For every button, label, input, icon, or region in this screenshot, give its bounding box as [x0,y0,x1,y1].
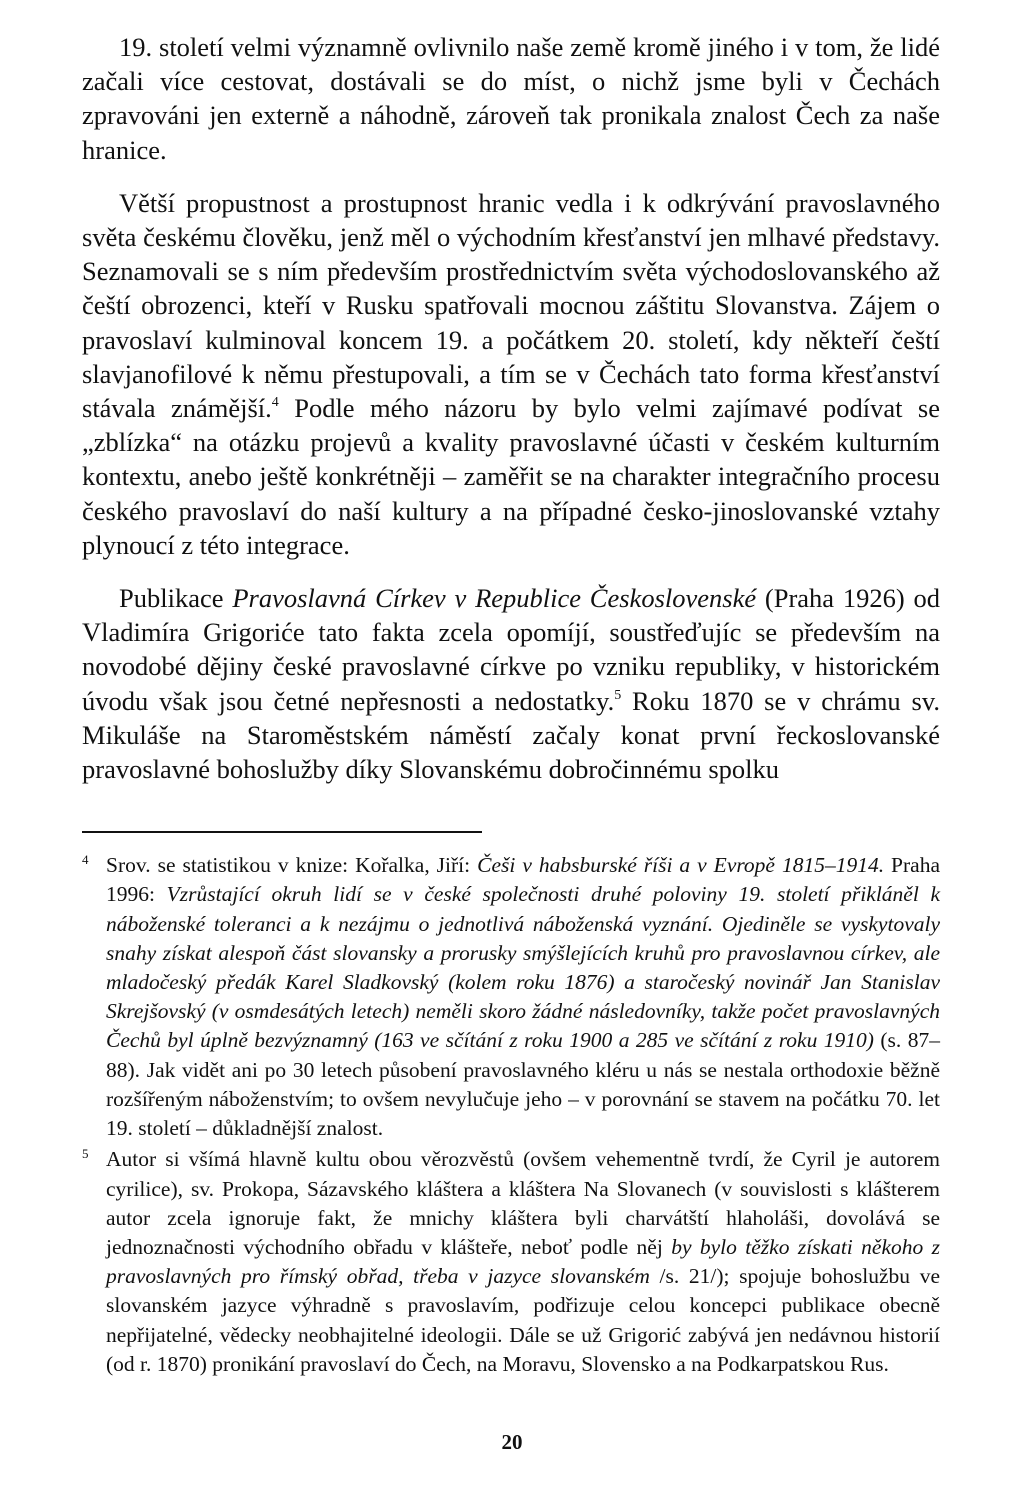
footnote-separator [82,831,482,833]
paragraph-3 [82,581,940,786]
footnote-4 [82,851,940,1143]
book-title: Pravoslavná Církev v Republice Československé [232,583,757,614]
footnote-text: Srov. se statistikou v knize: Kořalka, Jiří: [106,853,478,878]
footnote-text: Praha 1996: [106,853,941,907]
footnote-marker: 4 [82,852,89,868]
paragraph-text: (Praha 1926) od Vladimíra Grigoriće tato fakta zcela opomíjí, soustřeďujíc se především na novodobé dějiny české pravoslavné církve po vzniku republiky, v historickém úvodu však jsou četné nepřesnosti a nedostatky. [82,583,940,716]
footnote-text: Autor si všímá hlavně kultu obou věrozvěstů (ovšem vehementně tvrdí, že Cyril je autorem cyrilice), sv. Prokopa, Sázavského kláštera a kláštera Na Slovanech (v souvislosti s klášterem autor zcela ignoruje fakt, že mnichy kláštera byli charvátští hlaholáši, dovolává se jednoznačnosti východního obřadu v klášteře, neboť podle něj [106,1147,940,1259]
footnote-ref-5[interactable]: 5 [614,687,622,703]
paragraph-1 [82,30,940,167]
paragraph-text: Publikace [119,583,233,614]
footnote-italic: Češi v habsburské říši a v Evropě 1815–1914. [477,853,885,878]
paragraph-text: 19. století velmi významně ovlivnilo naše země kromě jiného i v tom, že lidé začali více cestovat, dostávali se do míst, o nichž jsme byli v Čechách zpravováni jen externě a náhodně, zároveň tak pronikala znalost Čech za naše hranice. [82,32,940,165]
footnote-marker: 5 [82,1146,89,1162]
footnote-quote: by bylo těžko získati někoho z pravoslavných pro římský obřad, třeba v jazyce slovanském [106,1234,940,1289]
footnote-ref-4[interactable]: 4 [271,395,279,411]
footnote-5 [82,1145,940,1379]
body-text [82,30,940,786]
footnote-text: (s. 87–88). Jak vidět ani po 30 letech působení pravoslavného kléru u nás se nestala orthodoxie běžně rozšířeným náboženstvím; to ovšem nevylučuje jeho – v porovnání se stavem na počátku 70. let 19. století – důkladnější znalost. [106,1028,941,1141]
page-number: 20 [501,1430,523,1454]
page-content [82,30,940,1379]
footnote-text: /s. 21/); spojuje bohoslužbu ve slovanském jazyce výhradně s pravoslavím, podřizuje celou koncepci publikace obecně nepřijatelné, vědecky neobhajitelné ideologii. Dále se už Grigorić zabývá jen nedávnou historií (od r. 1870) pronikání pravoslaví do Čech, na Moravu, Slovensko a na Podkarpatskou Rus. [106,1264,940,1376]
footnote-quote: Vzrůstající okruh lidí se v české společnosti druhé poloviny 19. století přikláněl k náboženské toleranci a k nezájmu o jednotlivá náboženská vyznání. Ojediněle se vyskytovaly snahy získat alespoň část slovansky a prorusky smýšlejících kruhů pro pravoslavnou církev, ale mladočeský předák Karel Sladkovský (kolem roku 1876) a staročeský novinář Jan Stanislav Skrejšovský (v osmdesátých letech) neměli skoro žádné následovníky, takže počet pravoslavných Čechů byl úplně bezvýznamný (163 ve sčítání z roku 1900 a 285 ve sčítání z roku 1910) [106,882,941,1053]
footnotes [82,851,940,1379]
paragraph-text: Větší propustnost a prostupnost hranic vedla i k odkrývání pravoslavného světa českému člověku, jenž měl o východním křesťanství jen mlhavé představy. Seznamovali se s ním především prostřednictvím světa východoslovanského až čeští obrozenci, kteří v Rusku spatřovali mocnou záštitu Slovanstva. Zájem o pravoslaví kulminoval koncem 19. a počátkem 20. století, kdy někteří čeští slavjanofilové k němu přestupovali, a tím se v Čechách tato forma křesťanství stávala známější. [82,187,940,424]
paragraph-2 [82,186,940,562]
paragraph-text: Roku 1870 se v chrámu sv. Mikuláše na Staroměstském náměstí začaly konat první řeckoslovanské pravoslavné bohoslužby díky Slovanskému dobročinnému spolku [82,685,940,785]
paragraph-text: Podle mého názoru by bylo velmi zajímavé podívat se „zblízka“ na otázku projevů a kvality pravoslavné účasti v českém kulturním kontextu, anebo ještě konkrétněji – zaměřit se na charakter integračního procesu českého pravoslaví do naší kultury a na případné česko-jinoslovanské vztahy plynoucí z této integrace. [82,393,940,560]
